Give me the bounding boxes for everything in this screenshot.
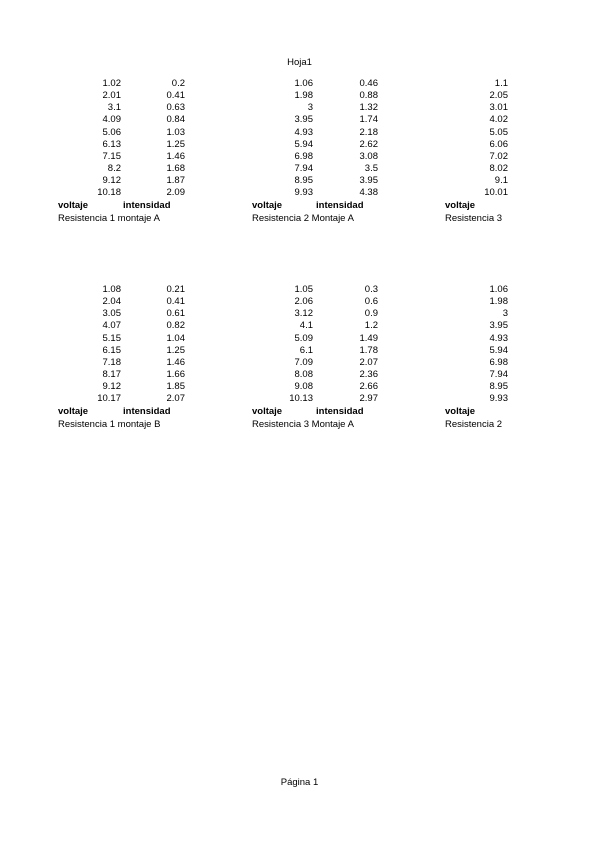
voltage-value: 1.06 [489, 284, 508, 295]
voltage-value: 8.08 [294, 369, 313, 381]
voltage-value: 2.04 [102, 296, 121, 308]
current-value: 3.5 [364, 163, 378, 175]
page-footer: Página 1 [280, 777, 319, 788]
current-value: 1.04 [166, 332, 185, 344]
voltage-value: 9.93 [489, 393, 508, 405]
block-caption: Resistencia 1 montaje A [58, 212, 160, 224]
voltage-value: 8.17 [102, 369, 121, 381]
voltage-value: 7.94 [489, 369, 508, 381]
voltage-value: 8.95 [489, 381, 508, 393]
voltage-value: 4.02 [489, 114, 508, 126]
current-value: 2.66 [359, 381, 378, 393]
intensidad-label: intensidad [123, 199, 171, 211]
current-value: 1.2 [364, 320, 378, 332]
voltage-value: 10.01 [484, 187, 508, 199]
voltage-value: 7.02 [489, 150, 508, 162]
voltage-value: 1.98 [294, 90, 313, 102]
voltage-value: 1.08 [102, 284, 121, 295]
current-value: 1.66 [166, 369, 185, 381]
voltage-value: 3.01 [489, 102, 508, 114]
voltaje-label: voltaje [252, 199, 283, 211]
voltage-value: 7.18 [102, 356, 121, 368]
voltage-value: 2.05 [489, 90, 508, 102]
current-value: 0.21 [166, 284, 185, 295]
block-caption: Resistencia 3 Montaje A [252, 418, 354, 430]
voltage-value: 8.02 [489, 163, 508, 175]
voltage-value: 4.07 [102, 320, 121, 332]
current-value: 1.25 [166, 138, 185, 150]
current-value: 0.3 [364, 284, 378, 295]
current-value: 1.25 [166, 344, 185, 356]
voltage-value: 6.98 [489, 356, 508, 368]
current-value: 2.97 [359, 393, 378, 405]
intensidad-label: intensidad [316, 405, 364, 417]
voltage-value: 1.1 [494, 78, 508, 89]
current-value: 1.49 [359, 332, 378, 344]
voltaje-label: voltaje [58, 199, 89, 211]
current-value: 3.08 [359, 150, 378, 162]
voltage-value: 9.12 [102, 175, 121, 187]
current-value: 1.46 [166, 356, 185, 368]
block-caption: Resistencia 2 [445, 418, 503, 430]
voltage-value: 4.1 [299, 320, 313, 332]
voltage-value: 7.15 [102, 150, 121, 162]
current-value: 0.61 [166, 308, 185, 320]
block-caption: Resistencia 3 [445, 212, 503, 224]
voltage-value: 6.13 [102, 138, 121, 150]
current-value: 1.03 [166, 126, 185, 138]
voltage-value: 3 [502, 308, 508, 320]
voltaje-label: voltaje [445, 405, 476, 417]
voltage-value: 3.05 [102, 308, 121, 320]
voltage-value: 5.15 [102, 332, 121, 344]
current-value: 2.36 [359, 369, 378, 381]
voltage-value: 1.02 [102, 78, 121, 89]
current-value: 1.68 [166, 163, 185, 175]
voltage-value: 8.2 [107, 163, 121, 175]
voltage-value: 2.06 [294, 296, 313, 308]
voltage-value: 9.12 [102, 381, 121, 393]
current-value: 1.85 [166, 381, 185, 393]
current-value: 3.95 [359, 175, 378, 187]
current-value: 1.32 [359, 102, 378, 114]
current-value: 2.62 [359, 138, 378, 150]
current-value: 0.88 [359, 90, 378, 102]
voltage-value: 9.08 [294, 381, 313, 393]
voltage-value: 3.95 [489, 320, 508, 332]
current-value: 0.2 [171, 78, 185, 89]
current-value: 0.9 [364, 308, 378, 320]
voltage-value: 10.17 [97, 393, 121, 405]
current-value: 1.74 [359, 114, 378, 126]
current-value: 2.07 [166, 393, 185, 405]
voltaje-label: voltaje [252, 405, 283, 417]
voltage-value: 1.05 [294, 284, 313, 295]
voltage-value: 8.95 [294, 175, 313, 187]
voltage-value: 5.06 [102, 126, 121, 138]
current-value: 0.63 [166, 102, 185, 114]
sheet-title: Hoja1 [287, 57, 312, 68]
current-value: 2.18 [359, 126, 378, 138]
intensidad-label: intensidad [316, 199, 364, 211]
current-value: 0.82 [166, 320, 185, 332]
current-value: 0.41 [166, 296, 185, 308]
voltage-value: 5.94 [294, 138, 313, 150]
voltaje-label: voltaje [445, 199, 476, 211]
voltage-value: 6.06 [489, 138, 508, 150]
current-value: 0.84 [166, 114, 185, 126]
current-value: 0.41 [166, 90, 185, 102]
voltage-value: 5.94 [489, 344, 508, 356]
voltage-value: 1.06 [294, 78, 313, 89]
voltage-value: 6.1 [299, 344, 313, 356]
voltage-value: 5.09 [294, 332, 313, 344]
voltage-value: 4.93 [489, 332, 508, 344]
voltage-value: 9.1 [494, 175, 508, 187]
current-value: 1.78 [359, 344, 378, 356]
current-value: 0.46 [359, 78, 378, 89]
voltage-value: 7.94 [294, 163, 313, 175]
current-value: 4.38 [359, 187, 378, 199]
current-value: 0.6 [364, 296, 378, 308]
voltage-value: 7.09 [294, 356, 313, 368]
voltage-value: 4.93 [294, 126, 313, 138]
block-caption: Resistencia 2 Montaje A [252, 212, 354, 224]
current-value: 2.09 [166, 187, 185, 199]
voltage-value: 3.95 [294, 114, 313, 126]
voltaje-label: voltaje [58, 405, 89, 417]
voltage-value: 6.98 [294, 150, 313, 162]
voltage-value: 3 [307, 102, 313, 114]
voltage-value: 10.18 [97, 187, 121, 199]
current-value: 1.87 [166, 175, 185, 187]
current-value: 1.46 [166, 150, 185, 162]
voltage-value: 1.98 [489, 296, 508, 308]
voltage-value: 2.01 [102, 90, 121, 102]
intensidad-label: intensidad [123, 405, 171, 417]
voltage-value: 3.12 [294, 308, 313, 320]
voltage-value: 5.05 [489, 126, 508, 138]
voltage-value: 4.09 [102, 114, 121, 126]
voltage-value: 3.1 [107, 102, 121, 114]
voltage-value: 6.15 [102, 344, 121, 356]
voltage-value: 10.13 [289, 393, 313, 405]
block-caption: Resistencia 1 montaje B [58, 418, 161, 430]
voltage-value: 9.93 [294, 187, 313, 199]
current-value: 2.07 [359, 356, 378, 368]
